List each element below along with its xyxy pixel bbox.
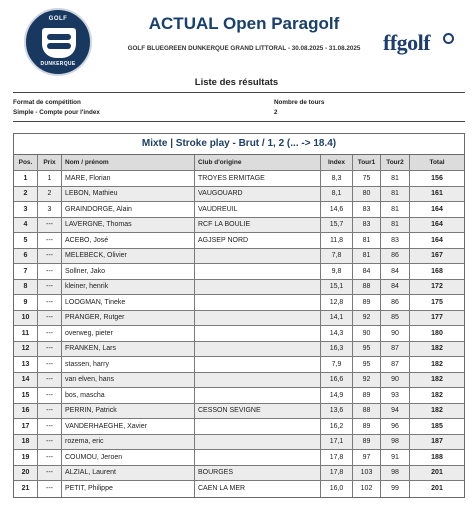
cell-tour2: 87 <box>381 357 410 372</box>
cell-name: ACEBO, José <box>62 233 195 248</box>
cell-name: COUMOU, Jeroen <box>62 450 195 465</box>
cell-club: AGJSEP NORD <box>195 233 321 248</box>
cell-tour1: 83 <box>353 202 381 217</box>
cell-index: 9,8 <box>321 264 353 279</box>
tournament-title: ACTUAL Open Paragolf <box>148 14 340 33</box>
cell-name: LAVERGNE, Thomas <box>62 218 195 233</box>
cell-pos: 2 <box>14 187 38 202</box>
golf-dunkerque-logo <box>24 8 92 76</box>
cell-pos: 6 <box>14 249 38 264</box>
cell-club <box>195 450 321 465</box>
cell-tour1: 92 <box>353 311 381 326</box>
cell-club: VAUDREUIL <box>195 202 321 217</box>
cell-club <box>195 280 321 295</box>
cell-tour1: 97 <box>353 450 381 465</box>
cell-pos: 16 <box>14 404 38 419</box>
cell-pos: 21 <box>14 481 38 497</box>
cell-total: 177 <box>431 314 443 322</box>
cell-prix: --- <box>38 373 62 388</box>
table-row <box>14 419 464 435</box>
cell-tour2: 85 <box>381 311 410 326</box>
cell-total: 167 <box>431 252 443 260</box>
cell-club <box>195 342 321 357</box>
cell-tour1: 90 <box>353 326 381 341</box>
cell-prix: --- <box>38 388 62 403</box>
cell-total: 164 <box>431 236 443 244</box>
cell-name: Sollner, Jako <box>62 264 195 279</box>
cell-tour1: 89 <box>353 295 381 310</box>
cell-club <box>195 249 321 264</box>
cell-tour1: 88 <box>353 404 381 419</box>
cell-total: 182 <box>431 345 443 353</box>
cell-name: rozema, eric <box>62 435 195 450</box>
col-header-tour1: Tour1 <box>353 155 381 170</box>
cell-tour1: 75 <box>353 171 381 186</box>
cell-index: 17,1 <box>321 435 353 450</box>
cell-tour2: 81 <box>381 218 410 233</box>
ffgolf-ball-icon <box>443 33 454 44</box>
col-header-tour2: Tour2 <box>381 155 410 170</box>
cell-total: 201 <box>431 469 443 477</box>
results-table <box>13 133 465 498</box>
cell-name: PERRIN, Patrick <box>62 404 195 419</box>
cell-total: 182 <box>431 407 443 415</box>
cell-index: 7,8 <box>321 249 353 264</box>
cell-tour2: 94 <box>381 404 410 419</box>
cell-index: 16,6 <box>321 373 353 388</box>
cell-prix: --- <box>38 233 62 248</box>
cell-index: 14,1 <box>321 311 353 326</box>
cell-name: LOOGMAN, Tineke <box>62 295 195 310</box>
cell-name: kleiner, henrik <box>62 280 195 295</box>
cell-name: VANDERHAEGHE, Xavier <box>62 419 195 434</box>
cell-prix: --- <box>38 295 62 310</box>
cell-total: 164 <box>431 221 443 229</box>
logo-bottom-text: DUNKERQUE <box>40 61 76 67</box>
cell-pos: 7 <box>14 264 38 279</box>
cell-index: 7,9 <box>321 357 353 372</box>
table-row <box>14 435 464 451</box>
cell-prix: --- <box>38 342 62 357</box>
cell-tour1: 92 <box>353 373 381 388</box>
cell-index: 16,3 <box>321 342 353 357</box>
cell-name: FRANKEN, Lars <box>62 342 195 357</box>
cell-club <box>195 264 321 279</box>
cell-pos: 10 <box>14 311 38 326</box>
cell-index: 17,8 <box>321 450 353 465</box>
cell-tour1: 103 <box>353 466 381 481</box>
col-header-name: Nom / prénom <box>62 155 195 170</box>
tournament-subtitle: GOLF BLUEGREEN DUNKERQUE GRAND LITTORAL - 30.08.2025 - 31.08.2025 <box>127 45 361 52</box>
cell-total: 168 <box>431 267 443 275</box>
cell-prix: --- <box>38 311 62 326</box>
col-header-prix: Prix <box>38 155 62 170</box>
rounds-value: 2 <box>274 109 278 116</box>
cell-pos: 20 <box>14 466 38 481</box>
table-title: Mixte | Stroke play - Brut / 1, 2 (... -> 18.4) <box>14 134 464 155</box>
table-row <box>14 373 464 389</box>
cell-total: 161 <box>431 190 443 198</box>
cell-club <box>195 435 321 450</box>
cell-tour2: 81 <box>381 171 410 186</box>
cell-prix: --- <box>38 466 62 481</box>
table-header-row <box>14 155 464 171</box>
cell-club <box>195 357 321 372</box>
cell-name: stassen, harry <box>62 357 195 372</box>
cell-pos: 13 <box>14 357 38 372</box>
rounds-label: Nombre de tours <box>274 99 325 106</box>
cell-pos: 12 <box>14 342 38 357</box>
cell-tour1: 89 <box>353 388 381 403</box>
cell-tour2: 96 <box>381 419 410 434</box>
cell-index: 17,8 <box>321 466 353 481</box>
table-row <box>14 450 464 466</box>
cell-tour2: 81 <box>381 187 410 202</box>
cell-index: 14,3 <box>321 326 353 341</box>
cell-club <box>195 373 321 388</box>
cell-tour1: 95 <box>353 342 381 357</box>
cell-name: MELEBECK, Olivier <box>62 249 195 264</box>
cell-club: CAEN LA MER <box>195 481 321 497</box>
divider <box>13 121 465 122</box>
cell-tour2: 90 <box>381 326 410 341</box>
cell-pos: 9 <box>14 295 38 310</box>
cell-index: 16,0 <box>321 481 353 497</box>
cell-index: 14,6 <box>321 202 353 217</box>
cell-total: 172 <box>431 283 443 291</box>
results-title: Liste des résultats <box>194 77 279 88</box>
cell-club <box>195 295 321 310</box>
cell-prix: --- <box>38 450 62 465</box>
cell-pos: 19 <box>14 450 38 465</box>
cell-tour1: 95 <box>353 357 381 372</box>
cell-tour1: 81 <box>353 249 381 264</box>
cell-tour1: 84 <box>353 264 381 279</box>
cell-index: 15,1 <box>321 280 353 295</box>
cell-pos: 18 <box>14 435 38 450</box>
table-row <box>14 466 464 482</box>
cell-tour2: 86 <box>381 249 410 264</box>
table-row <box>14 342 464 358</box>
cell-tour1: 83 <box>353 218 381 233</box>
cell-pos: 4 <box>14 218 38 233</box>
cell-tour2: 86 <box>381 295 410 310</box>
cell-index: 13,6 <box>321 404 353 419</box>
cell-tour1: 89 <box>353 435 381 450</box>
col-header-total: Total <box>429 159 445 166</box>
table-row <box>14 233 464 249</box>
cell-prix: --- <box>38 435 62 450</box>
table-row <box>14 218 464 234</box>
cell-prix: 2 <box>38 187 62 202</box>
table-row <box>14 404 464 420</box>
cell-tour2: 81 <box>381 202 410 217</box>
cell-prix: --- <box>38 280 62 295</box>
cell-pos: 1 <box>14 171 38 186</box>
cell-club <box>195 388 321 403</box>
cell-tour2: 91 <box>381 450 410 465</box>
cell-club <box>195 419 321 434</box>
cell-club: BOURGES <box>195 466 321 481</box>
cell-prix: --- <box>38 326 62 341</box>
cell-total: 180 <box>431 329 443 337</box>
format-label: Format de compétition <box>13 99 81 106</box>
cell-name: GRAINDORGE, Alain <box>62 202 195 217</box>
cell-name: PRANGER, Rutger <box>62 311 195 326</box>
cell-tour2: 87 <box>381 342 410 357</box>
cell-pos: 11 <box>14 326 38 341</box>
cell-index: 14,9 <box>321 388 353 403</box>
table-row <box>14 481 464 497</box>
cell-club: CESSON SEVIGNE <box>195 404 321 419</box>
cell-tour2: 83 <box>381 233 410 248</box>
cell-tour2: 98 <box>381 466 410 481</box>
lion-crest-icon <box>42 28 76 58</box>
table-row <box>14 311 464 327</box>
cell-total: 201 <box>431 485 443 493</box>
cell-index: 16,2 <box>321 419 353 434</box>
cell-prix: --- <box>38 419 62 434</box>
cell-pos: 14 <box>14 373 38 388</box>
cell-total: 182 <box>431 360 443 368</box>
cell-tour2: 84 <box>381 264 410 279</box>
col-header-pos: Pos. <box>14 155 38 170</box>
table-row <box>14 388 464 404</box>
table-row <box>14 264 464 280</box>
cell-tour2: 90 <box>381 373 410 388</box>
cell-index: 15,7 <box>321 218 353 233</box>
cell-pos: 17 <box>14 419 38 434</box>
cell-name: MARE, Florian <box>62 171 195 186</box>
cell-tour2: 93 <box>381 388 410 403</box>
cell-tour1: 81 <box>353 233 381 248</box>
cell-index: 8,3 <box>321 171 353 186</box>
ffgolf-logo: ffgolf <box>383 30 431 55</box>
cell-tour2: 98 <box>381 435 410 450</box>
table-row <box>14 326 464 342</box>
cell-total: 175 <box>431 298 443 306</box>
cell-total: 188 <box>431 453 443 461</box>
table-row <box>14 295 464 311</box>
cell-club: RCF LA BOULIE <box>195 218 321 233</box>
cell-name: PETIT, Philippe <box>62 481 195 497</box>
cell-index: 11,8 <box>321 233 353 248</box>
cell-tour1: 89 <box>353 419 381 434</box>
cell-club: VAUGOUARD <box>195 187 321 202</box>
logo-top-text: GOLF <box>48 16 68 22</box>
col-header-club: Club d'origine <box>195 155 321 170</box>
table-row <box>14 357 464 373</box>
cell-prix: --- <box>38 264 62 279</box>
format-value: Simple - Compte pour l'index <box>13 109 100 116</box>
table-row <box>14 187 464 203</box>
cell-total: 185 <box>431 422 443 430</box>
cell-name: van elven, hans <box>62 373 195 388</box>
cell-pos: 8 <box>14 280 38 295</box>
table-row <box>14 280 464 296</box>
cell-pos: 3 <box>14 202 38 217</box>
cell-tour2: 84 <box>381 280 410 295</box>
cell-tour1: 102 <box>353 481 381 497</box>
cell-total: 182 <box>431 376 443 384</box>
cell-total: 164 <box>431 205 443 213</box>
cell-prix: --- <box>38 404 62 419</box>
table-row <box>14 202 464 218</box>
cell-tour2: 99 <box>381 481 410 497</box>
table-row <box>14 249 464 265</box>
cell-name: LEBON, Mathieu <box>62 187 195 202</box>
cell-name: ALZIAL, Laurent <box>62 466 195 481</box>
cell-prix: 1 <box>38 171 62 186</box>
cell-prix: --- <box>38 249 62 264</box>
cell-name: bos, mascha <box>62 388 195 403</box>
cell-tour1: 88 <box>353 280 381 295</box>
cell-index: 12,8 <box>321 295 353 310</box>
cell-total: 182 <box>431 391 443 399</box>
cell-total: 156 <box>431 174 443 182</box>
cell-prix: --- <box>38 218 62 233</box>
cell-club: TROYES ERMITAGE <box>195 171 321 186</box>
table-row <box>14 171 464 187</box>
cell-pos: 15 <box>14 388 38 403</box>
cell-prix: --- <box>38 357 62 372</box>
divider <box>13 92 465 93</box>
col-header-index: Index <box>321 155 353 170</box>
cell-club <box>195 311 321 326</box>
cell-prix: --- <box>38 481 62 497</box>
cell-total: 187 <box>431 438 443 446</box>
cell-club <box>195 326 321 341</box>
cell-prix: 3 <box>38 202 62 217</box>
cell-name: overweg, pieter <box>62 326 195 341</box>
cell-pos: 5 <box>14 233 38 248</box>
cell-tour1: 80 <box>353 187 381 202</box>
cell-index: 8,1 <box>321 187 353 202</box>
